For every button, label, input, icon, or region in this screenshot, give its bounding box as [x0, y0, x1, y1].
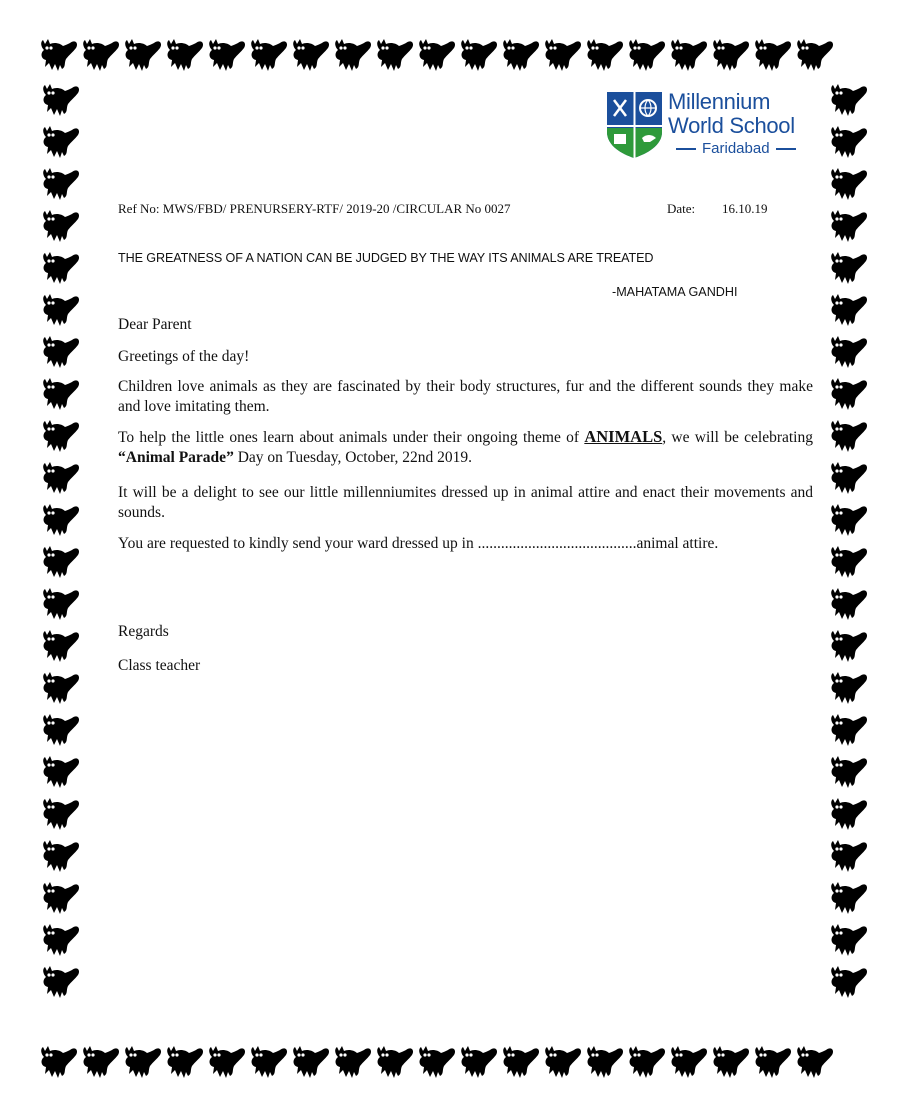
cat-icon [797, 1046, 833, 1078]
request-paragraph: You are requested to kindly send your ward dressed up in .........................................animal attire. [118, 535, 719, 552]
theme-text-3: Day on Tuesday, October, 22nd 2019. [233, 449, 472, 466]
cat-icon [43, 588, 79, 620]
cat-icon [377, 39, 413, 71]
cat-icon [831, 168, 867, 200]
cat-icon [831, 588, 867, 620]
cat-icon [587, 1046, 623, 1078]
cat-icon [293, 39, 329, 71]
cat-icon [503, 39, 539, 71]
school-location [668, 138, 818, 160]
cat-icon [419, 39, 455, 71]
cat-icon [831, 462, 867, 494]
cat-icon [831, 672, 867, 704]
cat-icon [755, 1046, 791, 1078]
reference-number: Ref No: MWS/FBD/ PRENURSERY-RTF/ 2019-20 /CIRCULAR No 0027 [118, 201, 511, 216]
cat-icon [671, 1046, 707, 1078]
cat-icon [831, 882, 867, 914]
cat-icon [251, 39, 287, 71]
cat-icon [43, 672, 79, 704]
cat-icon [43, 126, 79, 158]
cat-icon [43, 210, 79, 242]
cat-icon [713, 39, 749, 71]
cat-icon [125, 39, 161, 71]
cat-icon [831, 966, 867, 998]
cat-icon [831, 504, 867, 536]
cat-icon [629, 1046, 665, 1078]
cat-icon [461, 1046, 497, 1078]
delight-paragraph: It will be a delight to see our little millenniumites dressed up in animal attire and enact their movements and sounds. [118, 484, 813, 521]
signature: Class teacher [118, 657, 201, 674]
cat-icon [797, 39, 833, 71]
quote-author: -MAHATAMA GANDHI [612, 285, 738, 299]
theme-word: ANIMALS [584, 427, 663, 446]
cat-icon [419, 1046, 455, 1078]
date-value: 16.10.19 [722, 201, 768, 216]
cat-icon [43, 630, 79, 662]
cat-icon [503, 1046, 539, 1078]
cat-icon [831, 252, 867, 284]
date-label: Date: [667, 201, 696, 216]
cat-icon [43, 840, 79, 872]
cat-icon [831, 420, 867, 452]
cat-icon [831, 126, 867, 158]
cat-icon [83, 39, 119, 71]
cat-icon [831, 756, 867, 788]
cat-icon [545, 39, 581, 71]
cat-icon [335, 39, 371, 71]
cat-icon [831, 336, 867, 368]
cat-icon [41, 1046, 77, 1078]
cat-icon [831, 546, 867, 578]
cat-icon [167, 1046, 203, 1078]
cat-icon [43, 168, 79, 200]
cat-icon [377, 1046, 413, 1078]
school-location-text: Faridabad [702, 140, 770, 157]
cat-icon [755, 39, 791, 71]
cat-icon [587, 39, 623, 71]
cat-icon [461, 39, 497, 71]
cat-icon [41, 39, 77, 71]
cat-icon [43, 504, 79, 536]
cat-icon [545, 1046, 581, 1078]
cat-icon [831, 840, 867, 872]
cat-icon [43, 336, 79, 368]
cat-icon [43, 84, 79, 116]
regards: Regards [118, 623, 169, 640]
cat-icon [43, 546, 79, 578]
cat-icon [43, 420, 79, 452]
cat-icon [43, 924, 79, 956]
cat-icon [629, 39, 665, 71]
greeting: Greetings of the day! [118, 348, 250, 365]
cat-icon [831, 294, 867, 326]
cat-icon [209, 39, 245, 71]
theme-text-1: To help the little ones learn about animals under their ongoing theme of [118, 429, 585, 446]
salutation: Dear Parent [118, 316, 192, 333]
cat-icon [713, 1046, 749, 1078]
theme-paragraph [118, 427, 813, 468]
cat-icon [831, 714, 867, 746]
cat-icon [43, 378, 79, 410]
cat-icon [43, 798, 79, 830]
cat-icon [671, 39, 707, 71]
cat-icon [251, 1046, 287, 1078]
cat-icon [125, 1046, 161, 1078]
school-name [668, 90, 818, 160]
cat-icon [293, 1046, 329, 1078]
cat-icon [831, 84, 867, 116]
cat-icon [831, 924, 867, 956]
cat-icon [167, 39, 203, 71]
cat-icon [83, 1046, 119, 1078]
quote-text: THE GREATNESS OF A NATION CAN BE JUDGED BY THE WAY ITS ANIMALS ARE TREATED [118, 251, 654, 265]
cat-icon [43, 462, 79, 494]
cat-icon [43, 882, 79, 914]
event-quote-open: “ [118, 449, 126, 466]
event-quote-close: ” [226, 449, 234, 466]
cat-icon [831, 210, 867, 242]
cat-icon [335, 1046, 371, 1078]
cat-icon [43, 966, 79, 998]
event-name: Animal Parade [125, 449, 227, 466]
cat-icon [43, 252, 79, 284]
cat-icon [209, 1046, 245, 1078]
school-name-line1: Millennium [668, 89, 771, 114]
cat-icon [43, 714, 79, 746]
cat-icon [43, 756, 79, 788]
cat-icon [43, 294, 79, 326]
theme-text-2: , we will be celebrating [662, 429, 813, 446]
school-name-line2: World School [668, 113, 795, 138]
cat-icon [831, 630, 867, 662]
cat-icon [831, 798, 867, 830]
intro-paragraph: Children love animals as they are fascinated by their body structures, fur and the different sounds they make and love imitating them. [118, 378, 813, 415]
cat-icon [831, 378, 867, 410]
